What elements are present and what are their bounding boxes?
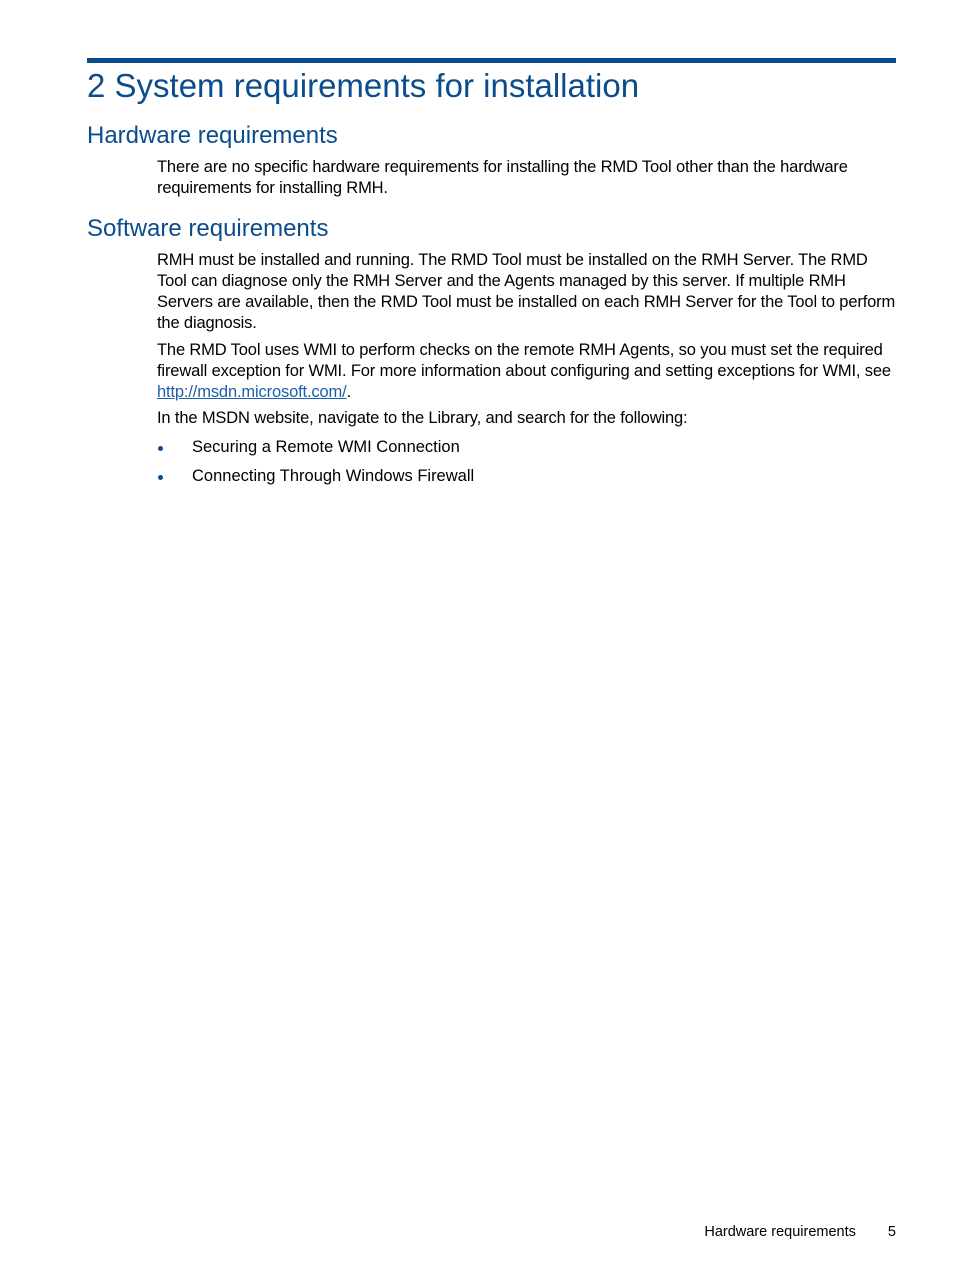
software-paragraph-3: In the MSDN website, navigate to the Library, and search for the following: bbox=[157, 409, 688, 427]
list-item-text: Connecting Through Windows Firewall bbox=[192, 467, 475, 485]
list-item bbox=[157, 437, 474, 458]
header-rule bbox=[87, 58, 896, 63]
list-item bbox=[157, 466, 474, 487]
software-heading: Software requirements bbox=[87, 215, 329, 242]
list-item-text: Securing a Remote WMI Connection bbox=[192, 438, 460, 456]
hardware-paragraph: There are no specific hardware requirements for installing the RMD Tool other than the hardware requirements for installing RMH. bbox=[157, 158, 848, 197]
software-paragraph-1: RMH must be installed and running. The RMD Tool must be installed on the RMH Server. The RMD Tool can diagnose only the RMH Server and the Agents managed by this server. If multiple RMH Servers are available, then the RMD Tool must be installed on each RMH Server for the Tool to perform the diagnosis. bbox=[157, 251, 896, 332]
software-paragraph-2-end: . bbox=[346, 383, 352, 401]
msdn-link[interactable]: http://msdn.microsoft.com/ bbox=[157, 383, 347, 401]
hardware-heading: Hardware requirements bbox=[87, 122, 338, 149]
page-footer bbox=[704, 1222, 896, 1242]
search-topics-list bbox=[157, 437, 474, 487]
bullet-icon bbox=[158, 446, 163, 451]
footer-section-title: Hardware requirements bbox=[704, 1224, 856, 1240]
chapter-title: 2 System requirements for installation bbox=[87, 67, 640, 104]
page-number: 5 bbox=[887, 1224, 896, 1240]
bullet-icon bbox=[158, 475, 163, 480]
software-paragraph-2-text: The RMD Tool uses WMI to perform checks on the remote RMH Agents, so you must set the required firewall exception for WMI. For more information about configuring and setting exceptions for WMI, see bbox=[157, 341, 891, 380]
software-paragraph-2 bbox=[157, 340, 897, 403]
